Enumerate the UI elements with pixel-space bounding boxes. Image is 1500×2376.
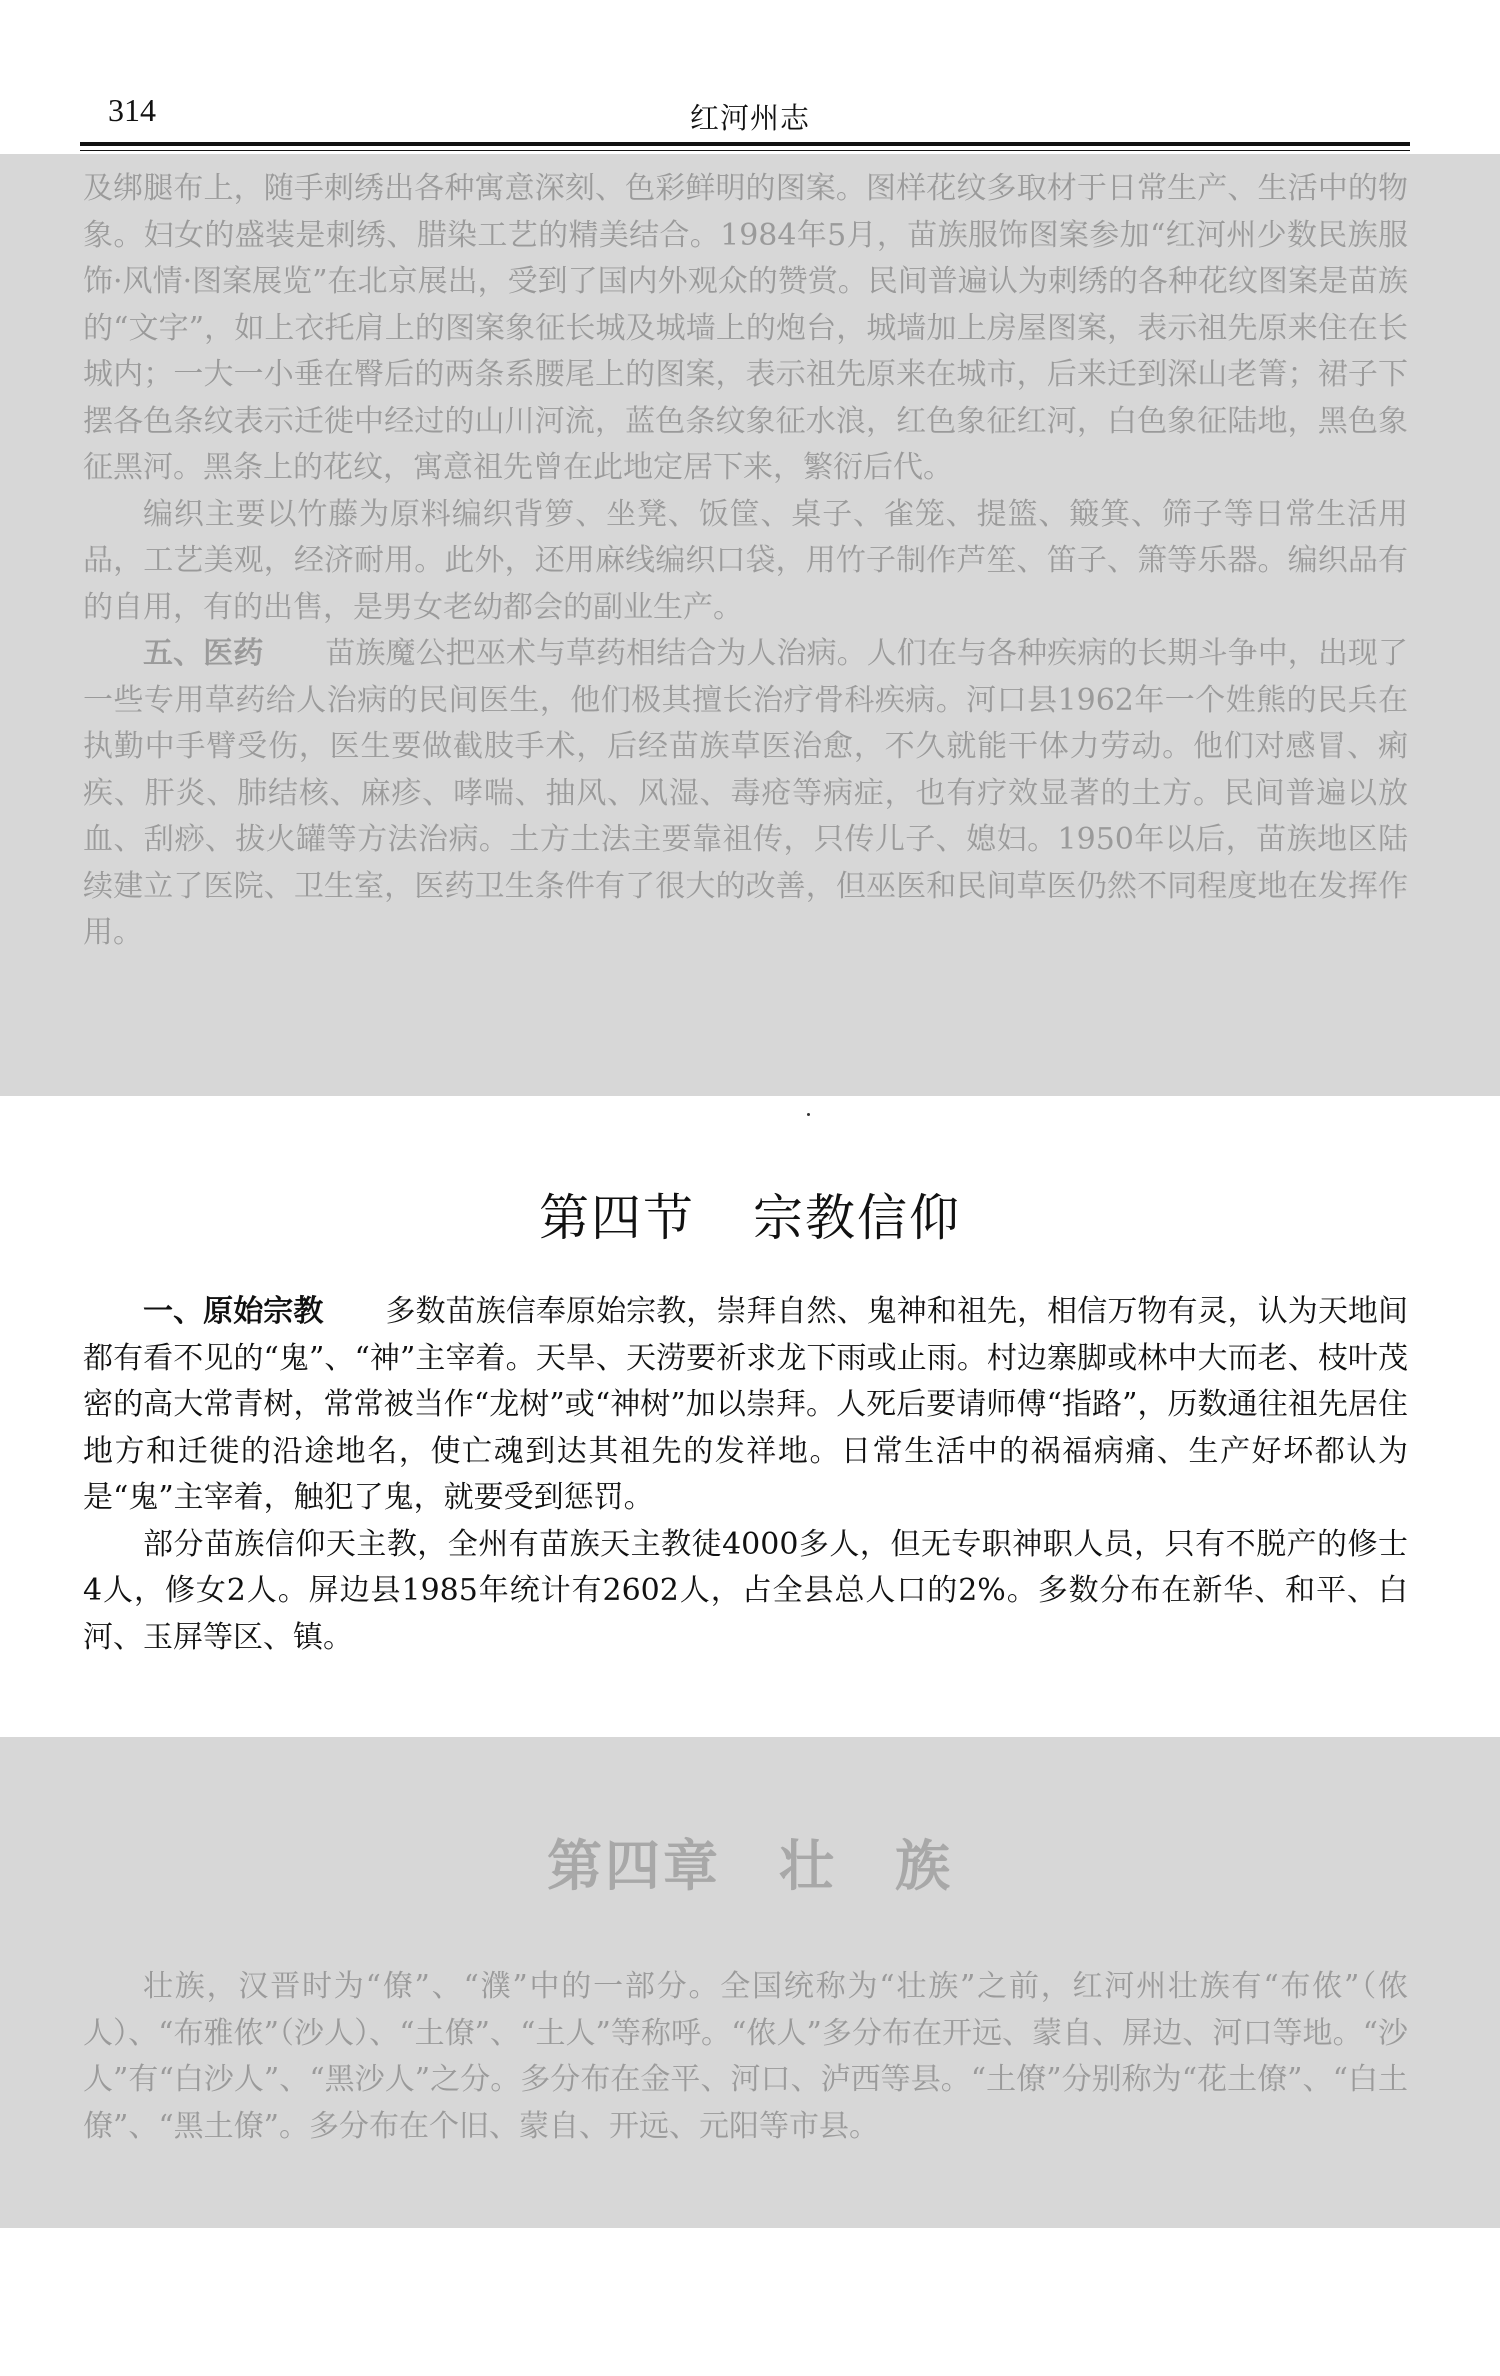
paragraph-weaving: 编织主要以竹藤为原料编织背箩、坐凳、饭筐、桌子、雀笼、提篮、簸箕、筛子等日常生活用品，工艺美观，经济耐用。此外，还用麻线编织口袋，用竹子制作芦笙、笛子、箫等乐器。编织品有的自用，有的出售，是男女老幼都会的副业生产。 bbox=[83, 496, 1408, 625]
paragraph-embroidery: 及绑腿布上，随手刺绣出各种寓意深刻、色彩鲜明的图案。图样花纹多取材于日常生产、生活中的物象。妇女的盛装是刺绣、腊染工艺的精美结合。1984年5月，苗族服饰图案参加“红河州少数民族服饰·风情·图案展览”在北京展出，受到了国内外观众的赞赏。民间普遍认为刺绣的各种花纹图案是苗族的“文字”，如上衣托肩上的图案象征长城及城墙上的炮台，城墙加上房屋图案，表示祖先原来住在长城内；一大一小垂在臀后的两条系腰尾上的图案，表示祖先原来在城市，后来迁到深山老箐；裙子下摆各色条纹表示迁徙中经过的山川河流，蓝色条纹象征水浪，红色象征红河，白色象征陆地，黑色象征黑河。黑条上的花纹，寓意祖先曾在此地定居下来，繁衍后代。 bbox=[83, 171, 1408, 485]
chapter-text-block bbox=[83, 1964, 1408, 2150]
page-number: 314 bbox=[108, 92, 156, 128]
speck-mark bbox=[807, 1113, 810, 1116]
chapter-title: 第四章 壮 族 bbox=[546, 1834, 954, 1898]
subheading-medicine: 五、医药 bbox=[143, 636, 264, 671]
paragraph-medicine-body: 苗族魔公把巫术与草药相结合为人治病。人们在与各种疾病的长期斗争中，出现了一些专用草药给人治病的民间医生，他们极其擅长治疗骨科疾病。河口县1962年一个姓熊的民兵在执勤中手臂受伤，医生要做截肢手术，后经苗族草医治愈，不久就能干体力劳动。他们对感冒、痢疾、肝炎、肺结核、麻疹、哮喘、抽风、风湿、毒疮等病症，也有疗效显著的土方。民间普遍以放血、刮痧、拔火罐等方法治病。土方土法主要靠祖传，只传儿子、媳妇。1950年以后，苗族地区陆续建立了医院、卫生室，医药卫生条件有了很大的改善，但巫医和民间草医仍然不同程度地在发挥作用。 bbox=[83, 636, 1409, 950]
paragraph-primitive-religion bbox=[83, 1289, 1408, 1522]
header-rule-thin bbox=[80, 150, 1410, 151]
top-text-block bbox=[83, 166, 1408, 957]
paragraph-primitive-religion-body: 多数苗族信奉原始宗教，崇拜自然、鬼神和祖先，相信万物有灵，认为天地间都有看不见的“鬼”、“神”主宰着。天旱、天涝要祈求龙下雨或止雨。村边寨脚或林中大而老、枝叶茂密的高大常青树，常常被当作“龙树”或“神树”加以崇拜。人死后要请师傅“指路”，历数通往祖先居住地方和迁徙的沿途地名，使亡魂到达其祖先的发祥地。日常生活中的祸福病痛、生产好坏都认为是“鬼”主宰着，触犯了鬼，就要受到惩罚。 bbox=[83, 1294, 1409, 1515]
subheading-primitive-religion: 一、原始宗教 bbox=[143, 1294, 324, 1329]
header-rule bbox=[80, 142, 1410, 146]
running-title: 红河州志 bbox=[689, 101, 810, 135]
paragraph-medicine bbox=[83, 631, 1408, 957]
religion-text-block bbox=[83, 1289, 1408, 1661]
paragraph-zhuang-intro: 壮族，汉晋时为“僚”、“濮”中的一部分。全国统称为“壮族”之前，红河州壮族有“布侬”（侬人）、“布雅侬”（沙人）、“土僚”、“土人”等称呼。“侬人”多分布在开远、蒙自、屏边、河口等地。“沙人”有“白沙人”、“黑沙人”之分。多分布在金平、河口、泸西等县。“土僚”分别称为“花土僚”、“白土僚”、“黑土僚”。多分布在个旧、蒙自、开远、元阳等市县。 bbox=[83, 1969, 1408, 2144]
paragraph-catholicism: 部分苗族信仰天主教，全州有苗族天主教徒4000多人，但无专职神职人员，只有不脱产的修士4人，修女2人。屏边县1985年统计有2602人，占全县总人口的2%。多数分布在新华、和平、白河、玉屏等区、镇。 bbox=[83, 1526, 1408, 1655]
section-title: 第四节 宗教信仰 bbox=[539, 1189, 961, 1247]
